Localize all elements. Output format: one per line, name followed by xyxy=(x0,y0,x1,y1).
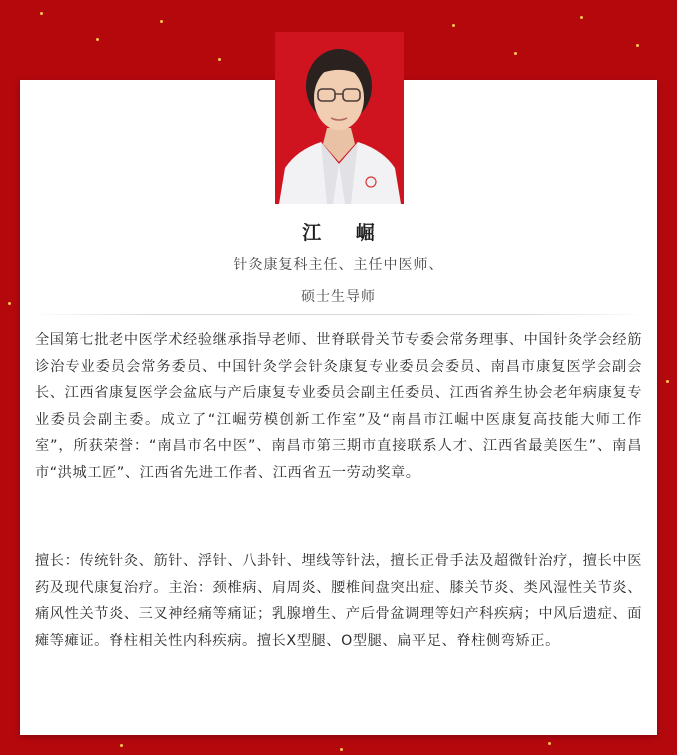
section-divider xyxy=(30,314,647,315)
gold-dot xyxy=(636,44,639,47)
gold-dot xyxy=(514,52,517,55)
gold-dot xyxy=(580,16,583,19)
doctor-portrait xyxy=(275,32,404,204)
specialty-paragraph: 擅长：传统针灸、筋针、浮针、八卦针、埋线等针法，擅长正骨手法及超微针治疗，擅长中医药及现代康复治疗。主治：颈椎病、肩周炎、腰椎间盘突出症、膝关节炎、类风湿性关节炎、痛风性关节炎、三叉神经痛等痛证；乳腺增生、产后骨盆调理等妇产科疾病；中风后遗症、面瘫等瘫证。脊柱相关性内科疾病。擅长X型腿、O型腿、扁平足、脊柱侧弯矫正。 xyxy=(35,553,642,649)
doctor-title-line-2: 硕士生导师 xyxy=(301,289,376,305)
doctor-name: 江 崛 xyxy=(302,222,389,244)
gold-dot xyxy=(218,58,221,61)
gold-dot xyxy=(340,748,343,751)
gold-dot xyxy=(160,20,163,23)
gold-dot xyxy=(40,12,43,15)
bio-paragraph: 全国第七批老中医学术经验继承指导老师、世脊联骨关节专委会常务理事、中国针灸学会经筋诊治专业委员会常务委员、中国针灸学会针灸康复专业委员会委员、南昌市康复医学会副会长、江西省康复医学会盆底与产后康复专业委员会副主任委员、江西省养生协会老年病康复专业委员会副主委。成立了“江崛劳模创新工作室”及“南昌市江崛中医康复高技能大师工作室”，所获荣誉：“南昌市名中医”、南昌市第三期市直接联系人才、江西省最美医生”、南昌市“洪城工匠”、江西省先进工作者、江西省五一劳动奖章。 xyxy=(35,332,642,481)
gold-dot xyxy=(666,380,669,383)
gold-dot xyxy=(548,742,551,745)
doctor-title-line-1: 针灸康复科主任、主任中医师、 xyxy=(233,257,444,273)
gold-dot xyxy=(96,38,99,41)
gold-dot xyxy=(452,24,455,27)
gold-dot xyxy=(120,744,123,747)
